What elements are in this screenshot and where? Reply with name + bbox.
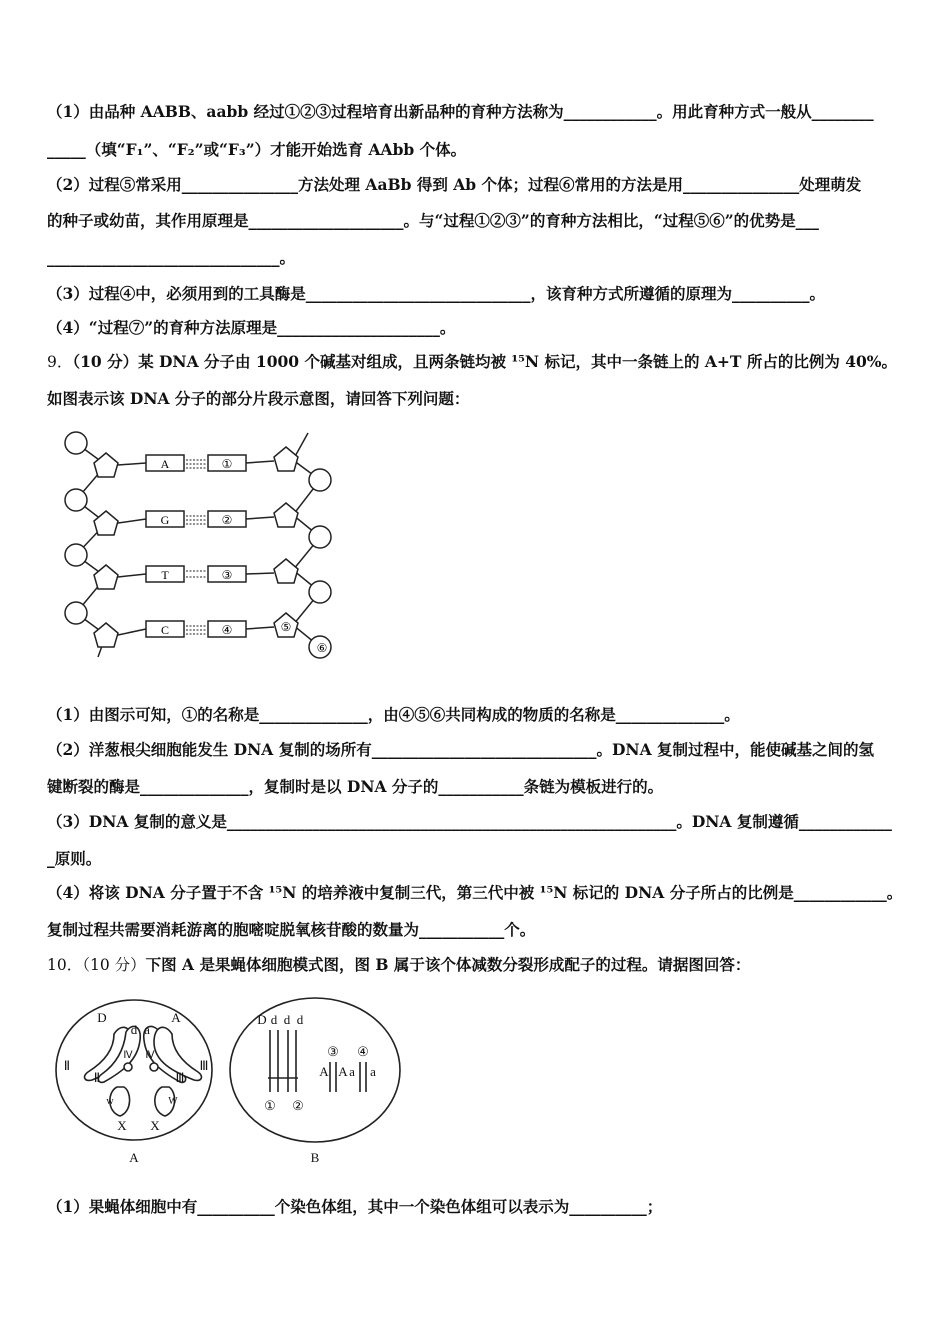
cell-b-label-d3: d [296, 1012, 304, 1027]
q9-part1: （1）由图示可知，①的名称是______________，由④⑤⑥共同构成的物质的名称是______________。 [47, 705, 740, 724]
cell-a-label-II-inner: Ⅱ [93, 1070, 101, 1085]
label-6: ⑥ [316, 641, 328, 655]
cell-b-label-2: ② [292, 1098, 304, 1113]
label-3: ③ [221, 568, 233, 582]
q9-stem-line1 [47, 352, 897, 372]
q8-part1-line2: _____（填“F₁”、“F₂”或“F₃”）才能开始选育 AAbb 个体。 [47, 140, 467, 159]
q8-part1-line1: （1）由品种 AABB、aabb 经过①②③过程培育出新品种的育种方法称为____________。用此育种方式一般从________ [47, 102, 874, 121]
q9-part3-line1: （3）DNA 复制的意义是__________________________________________________________。DNA 复制遵循____________ [47, 812, 892, 831]
q8-part2-line1: （2）过程⑤常采用_______________方法处理 AaBb 得到 Ab 个体；过程⑥常用的方法是用_______________处理萌发 [47, 175, 862, 194]
chromosome-diagram [52, 992, 422, 1172]
q9-stem-line2: 如图表示该 DNA 分子的部分片段示意图，请回答下列问题： [47, 389, 470, 408]
cell-a-label-III-right: Ⅲ [199, 1058, 209, 1073]
cell-b-label-d1: d [270, 1012, 278, 1027]
cell-a-label-II-left: Ⅱ [63, 1058, 71, 1073]
cell-b-label-A2: A [338, 1064, 348, 1079]
q8-part3: （3）过程④中，必须用到的工具酶是_____________________________，该育种方式所遵循的原理为__________。 [47, 284, 826, 303]
q10-score: （10 分） [82, 956, 146, 974]
cell-a-label-X-left: X [117, 1118, 127, 1133]
cell-a-label-d: d [130, 1022, 138, 1037]
q9-number: 9． [47, 353, 73, 371]
q9-part4-line1: （4）将该 DNA 分子置于不含 ¹⁵N 的培养液中复制三代，第三代中被 ¹⁵N 标记的 DNA 分子所占的比例是____________。 [47, 883, 903, 902]
q9-part2-line2: 键断裂的酶是______________，复制时是以 DNA 分子的___________条链为模板进行的。 [47, 777, 664, 796]
cell-b-label-1: ① [264, 1098, 276, 1113]
cell-a-label-W: W [168, 1096, 178, 1107]
base-a: A [160, 457, 170, 471]
label-4: ④ [221, 623, 233, 637]
cell-a-caption: A [129, 1150, 139, 1165]
cell-a-label-IV-left: Ⅳ [123, 1050, 133, 1061]
label-2: ② [221, 513, 233, 527]
q9-part4-line2: 复制过程共需要消耗游离的胞嘧啶脱氧核苷酸的数量为___________个。 [47, 920, 536, 939]
cell-b-caption: B [310, 1150, 320, 1165]
base-c: C [160, 623, 170, 637]
base-t: T [161, 568, 169, 582]
cell-b-label-d2: d [283, 1012, 291, 1027]
cell-b-label-a2: a [370, 1064, 376, 1079]
q10-stem [47, 955, 750, 975]
cell-a-label-A: A [171, 1010, 181, 1025]
label-5: ⑤ [280, 620, 292, 634]
q8-part2-line3: ______________________________。 [47, 248, 296, 267]
cell-b-label-3: ③ [327, 1044, 339, 1059]
cell-a-label-IV-right: Ⅳ [145, 1050, 155, 1061]
label-1: ① [221, 457, 233, 471]
q9-stem-text: （10 分）某 DNA 分子由 1000 个碱基对组成，且两条链均被 ¹⁵N 标记，其中一条链上的 A+T 所占的比例为 40%。 [72, 352, 898, 371]
cell-a-label-D: D [97, 1010, 107, 1025]
cell-a-label-w: w [106, 1096, 114, 1107]
base-g: G [160, 513, 170, 527]
q10-stem-text: 下图 A 是果蝇体细胞模式图，图 B 属于该个体减数分裂形成配子的过程。请据图回答： [145, 955, 751, 974]
cell-a-label-a: a [144, 1022, 150, 1037]
dna-fragment-diagram [58, 425, 348, 665]
q8-part4: （4）“过程⑦”的育种方法原理是_____________________。 [47, 318, 456, 337]
cell-a-label-X-right: X [150, 1118, 160, 1133]
cell-b-label-a1: a [349, 1064, 355, 1079]
q9-part3-line2: _原则。 [47, 849, 102, 868]
q10-part1: （1）果蝇体细胞中有__________个染色体组，其中一个染色体组可以表示为__________； [47, 1197, 663, 1216]
cell-b-label-A1: A [319, 1064, 329, 1079]
cell-b-label-D: D [257, 1012, 267, 1027]
q10-number: 10． [47, 956, 83, 974]
cell-a-label-III-inner: Ⅲ [175, 1070, 185, 1085]
cell-b-label-4: ④ [357, 1044, 369, 1059]
q8-part2-line2: 的种子或幼苗，其作用原理是____________________。与“过程①②③”的育种方法相比，“过程⑤⑥”的优势是___ [47, 211, 819, 230]
q9-part2-line1: （2）洋葱根尖细胞能发生 DNA 复制的场所有_____________________________。DNA 复制过程中，能使碱基之间的氢 [47, 740, 874, 759]
